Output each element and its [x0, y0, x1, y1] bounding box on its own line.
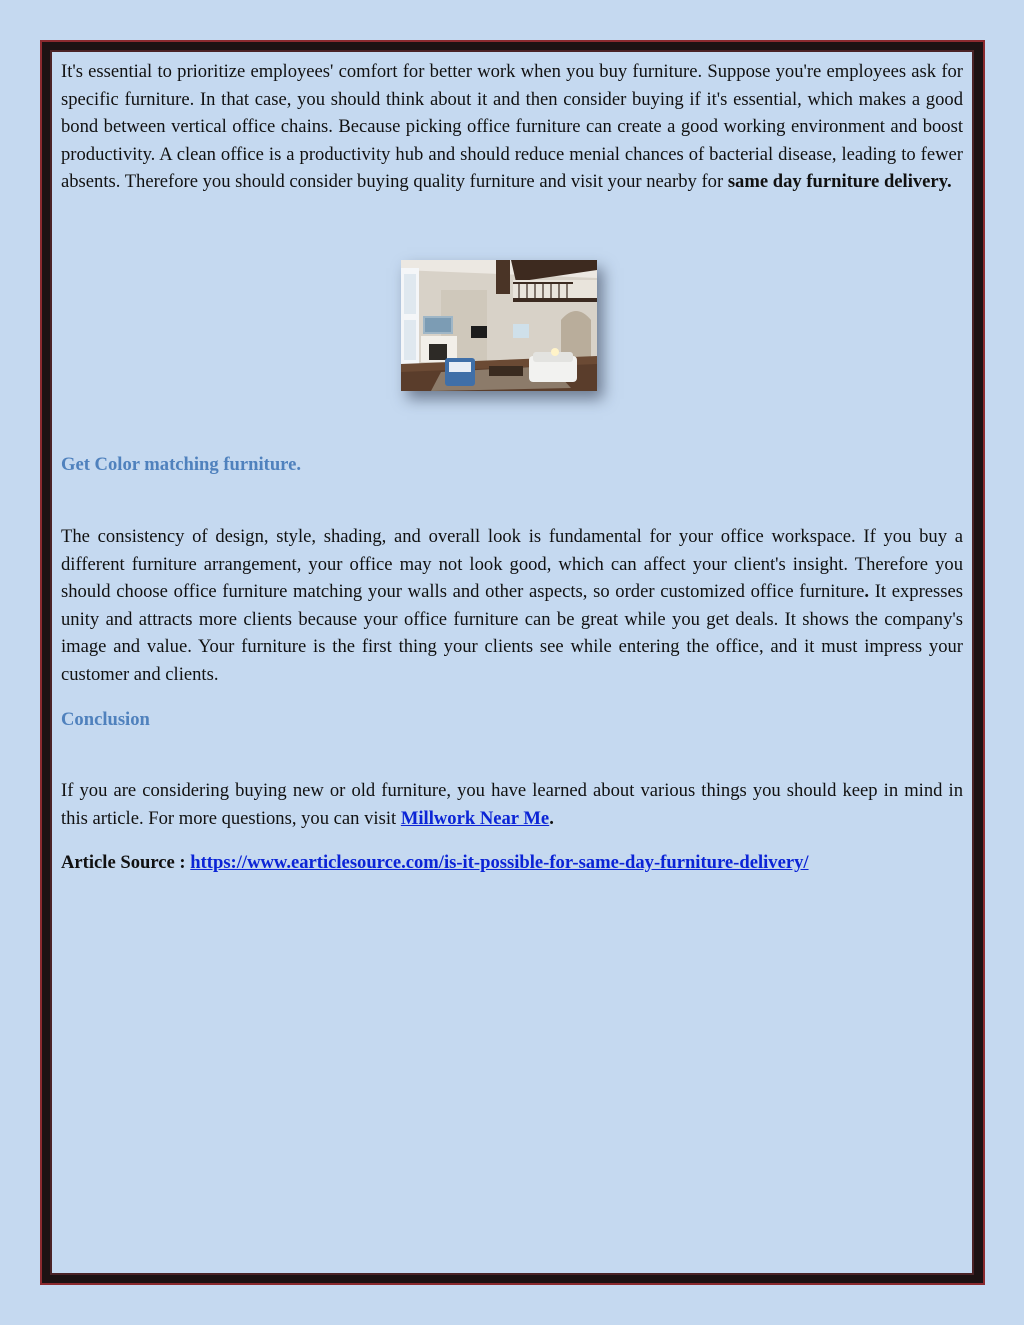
living-room-photo: [401, 260, 597, 391]
article-source-line: [61, 849, 963, 877]
color-matching-section: [61, 523, 963, 688]
intro-paragraph: It's essential to prioritize employees' comfort for better work when you buy furniture. Suppose you're employees ask for specific furniture. In that case, you should think about it and then consider buying if it's essential, which makes a good bond between vertical office chains. Because picking office furniture can create a good working environment and boost productivity. A clean office is a productivity hub and should reduce menial chances of bacterial disease, leading to fewer absents. Therefore you should consider buying quality furniture and visit your nearby for same day furniture delivery.: [61, 61, 963, 192]
intro-bold-phrase: same day furniture delivery.: [727, 171, 952, 192]
millwork-near-me-link[interactable]: Millwork Near Me: [400, 807, 550, 829]
heading-color-matching: Get Color matching furniture.: [61, 454, 301, 475]
article-source: [61, 849, 963, 877]
article-source-label: Article Source :: [61, 852, 191, 873]
color-matching-paragraph: The consistency of design, style, shading, and overall look is fundamental for your office workspace. If you buy a different furniture arrangement, your office may not look good, which can affect your client's insight. Therefore you should choose office furniture matching your walls and other aspects, so order customized office furniture. It expresses unity and attracts more clients because your office furniture can be great while you get deals. It shows the company's image and value. Your furniture is the first thing your clients see while entering the office, and it must impress your customer and clients.: [61, 526, 963, 685]
conclusion-paragraph: If you are considering buying new or old furniture, you have learned about various things you should keep in mind in this article. For more questions, you can visit Millwork Near Me.: [61, 780, 963, 829]
article-source-link[interactable]: https://www.earticlesource.com/is-it-possible-for-same-day-furniture-delivery/: [190, 852, 809, 873]
intro-section: [61, 58, 963, 196]
conclusion-section: [61, 777, 963, 832]
heading-conclusion: Conclusion: [61, 709, 150, 730]
